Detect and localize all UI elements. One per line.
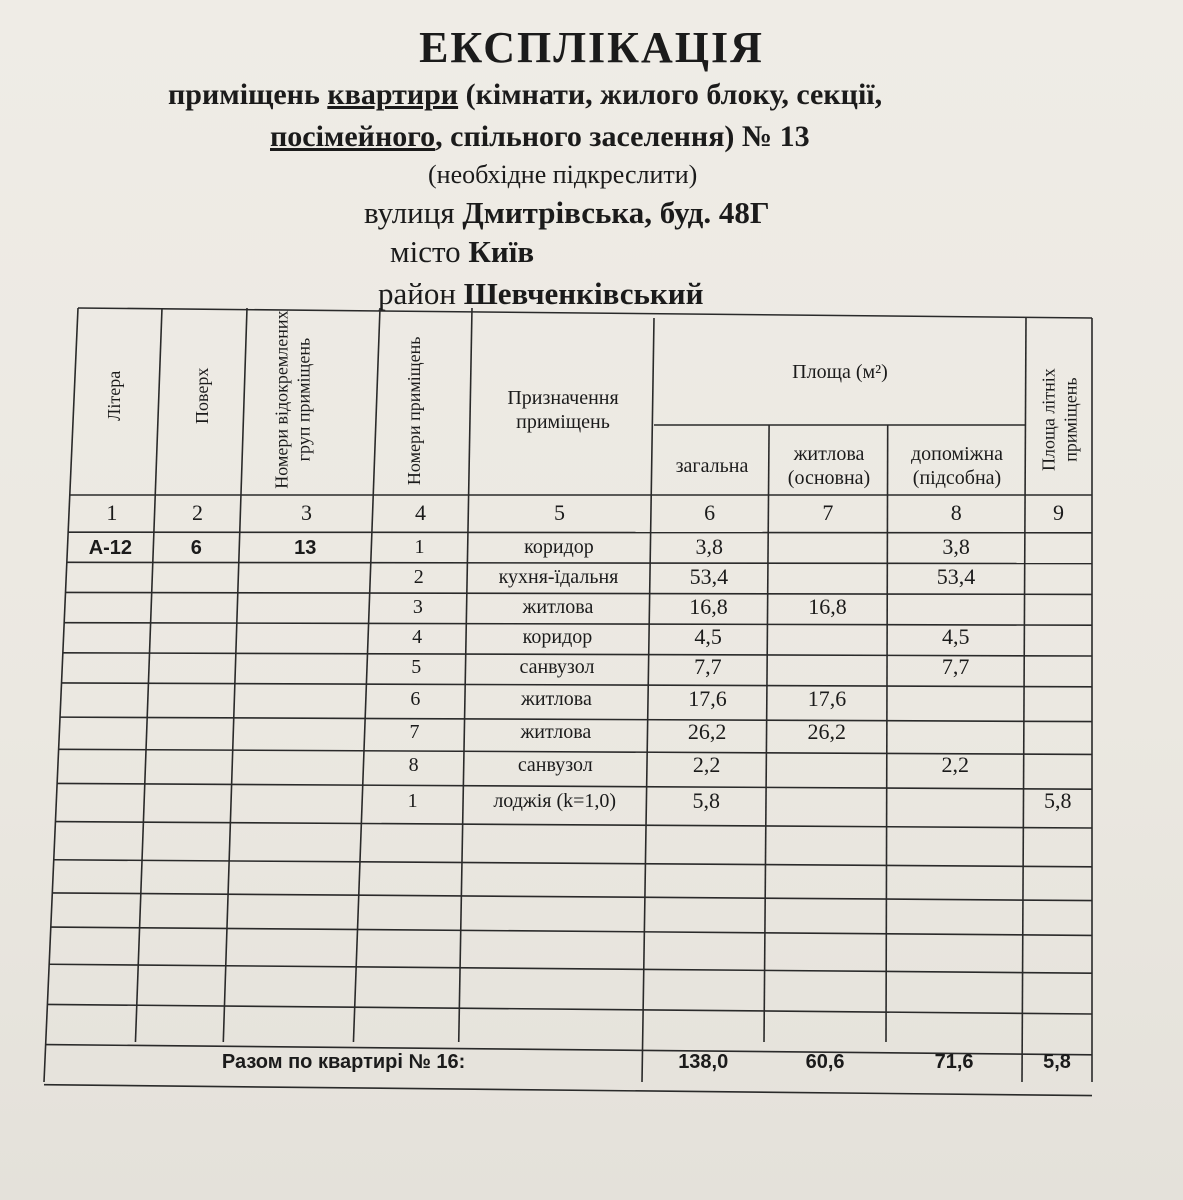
header-litera: Літера	[104, 370, 125, 421]
cell-purpose: кухня-їдальня	[498, 566, 619, 588]
totals-total: 138,0	[678, 1051, 729, 1073]
cell-total: 16,8	[689, 593, 728, 619]
grid-line	[51, 927, 1092, 935]
cell-living: 16,8	[808, 593, 847, 619]
grid-line	[56, 822, 1092, 828]
cell-summer	[1024, 716, 1092, 748]
subtitle-text: приміщень	[168, 78, 328, 111]
totals-label: Разом по квартирі № 16:	[221, 1051, 466, 1073]
column-number: 3	[301, 499, 312, 525]
street-value: Дмитрівська, буд. 48Г	[462, 195, 770, 230]
grid-line	[78, 308, 1092, 318]
cell-room-number: 4	[412, 626, 423, 648]
cell-total: 7,7	[694, 653, 722, 679]
cell-aux	[887, 782, 1024, 820]
cell-purpose: лоджія (k=1,0)	[493, 790, 617, 812]
grid-line	[135, 308, 162, 1042]
cell-living	[766, 782, 887, 820]
cell-purpose: житлова	[522, 596, 594, 618]
subtitle-text: , спільного заселення) № 13	[435, 120, 810, 153]
cell-living	[768, 562, 887, 592]
column-number: 5	[554, 499, 566, 525]
cell-living	[768, 532, 887, 562]
header-aux: допоміжна (підсобна)	[910, 443, 1004, 489]
totals-living: 60,6	[805, 1051, 845, 1073]
cell-summer	[1024, 748, 1092, 782]
cell-aux: 3,8	[942, 533, 970, 559]
column-number: 2	[192, 499, 203, 525]
underline-note: (необхідне підкреслити)	[428, 160, 698, 189]
cell-purpose: коридор	[522, 626, 593, 648]
cell-aux: 4,5	[941, 623, 970, 649]
column-number: 6	[704, 499, 716, 525]
cell-room-number: 7	[409, 721, 420, 743]
document-title: ЕКСПЛІКАЦІЯ	[419, 23, 764, 72]
subtitle-text: (кімнати, жилого блоку, секції,	[458, 78, 883, 111]
cell-purpose: житлова	[520, 721, 592, 743]
column-number: 9	[1052, 499, 1064, 525]
cell-room-number: 1	[407, 790, 418, 812]
totals-aux: 71,6	[934, 1051, 974, 1073]
cell-summer	[1024, 682, 1092, 716]
grid-line	[223, 308, 247, 1042]
cell-total: 3,8	[695, 533, 723, 559]
totals-summer: 5,8	[1043, 1051, 1071, 1073]
cell-room-number: 2	[413, 566, 424, 588]
cell-purpose: санвузол	[517, 754, 593, 776]
grid-line	[49, 964, 1092, 973]
column-number: 1	[106, 499, 118, 525]
cell-aux: 53,4	[936, 563, 976, 589]
cell-summer	[1024, 622, 1092, 652]
cell-aux: 2,2	[941, 751, 969, 777]
grid-line	[44, 1085, 1092, 1096]
cell-living	[767, 652, 887, 682]
header-total: загальна	[675, 455, 749, 477]
cell-living: 26,2	[807, 718, 847, 744]
cell-aux: 7,7	[941, 653, 970, 679]
subtitle-underlined-word: посімейного	[270, 120, 436, 153]
header-groups: Номери відокремлених груп приміщень	[271, 310, 313, 489]
header-area: Площа (м²)	[792, 361, 888, 383]
cell-poverkh: 6	[190, 537, 202, 559]
grid-line	[52, 893, 1092, 901]
grid-line	[48, 1004, 1092, 1014]
cell-purpose: коридор	[524, 536, 594, 558]
city-label: місто	[390, 234, 461, 269]
cell-summer	[1025, 562, 1092, 592]
district-value: Шевченківський	[463, 276, 704, 311]
header-poverkh: Поверх	[192, 367, 213, 424]
cell-aux	[887, 592, 1024, 622]
cell-summer	[1024, 592, 1092, 622]
cell-purpose: житлова	[521, 688, 592, 710]
district-label: район	[378, 276, 456, 311]
cell-litera: А-12	[88, 537, 133, 559]
cell-aux	[887, 682, 1024, 716]
street-label: вулиця	[364, 195, 455, 230]
cell-total: 2,2	[692, 751, 721, 777]
cell-room-number: 3	[412, 596, 423, 618]
cell-total: 17,6	[688, 685, 727, 711]
header-purpose: Призначення приміщень	[507, 387, 619, 433]
cell-summer	[1025, 532, 1092, 562]
cell-total: 26,2	[687, 718, 727, 744]
cell-purpose: санвузол	[519, 656, 595, 678]
column-number: 4	[414, 499, 426, 525]
cell-total: 4,5	[694, 623, 722, 649]
grid-line	[44, 308, 78, 1082]
cell-room-number: 8	[408, 754, 419, 776]
cell-summer: 5,8	[1043, 787, 1072, 813]
header-living: житлова (основна)	[787, 443, 871, 489]
cell-living	[767, 622, 887, 652]
cell-summer	[1024, 652, 1092, 682]
cell-total: 53,4	[689, 563, 729, 589]
cell-room-number: 1	[414, 536, 425, 558]
cell-group: 13	[294, 537, 317, 559]
grid-line	[54, 860, 1092, 867]
city-value: Київ	[468, 234, 535, 269]
cell-living	[766, 748, 886, 782]
header-summer: Площа літніх приміщень	[1038, 368, 1080, 472]
cell-room-number: 6	[410, 688, 421, 710]
cell-living: 17,6	[807, 685, 847, 711]
cell-aux	[887, 716, 1024, 748]
header-rooms: Номери приміщень	[404, 336, 425, 486]
subtitle-underlined-word: квартири	[327, 78, 459, 111]
cell-total: 5,8	[692, 787, 720, 813]
column-number: 7	[822, 499, 834, 525]
column-number: 8	[950, 499, 962, 525]
cell-room-number: 5	[411, 656, 422, 678]
